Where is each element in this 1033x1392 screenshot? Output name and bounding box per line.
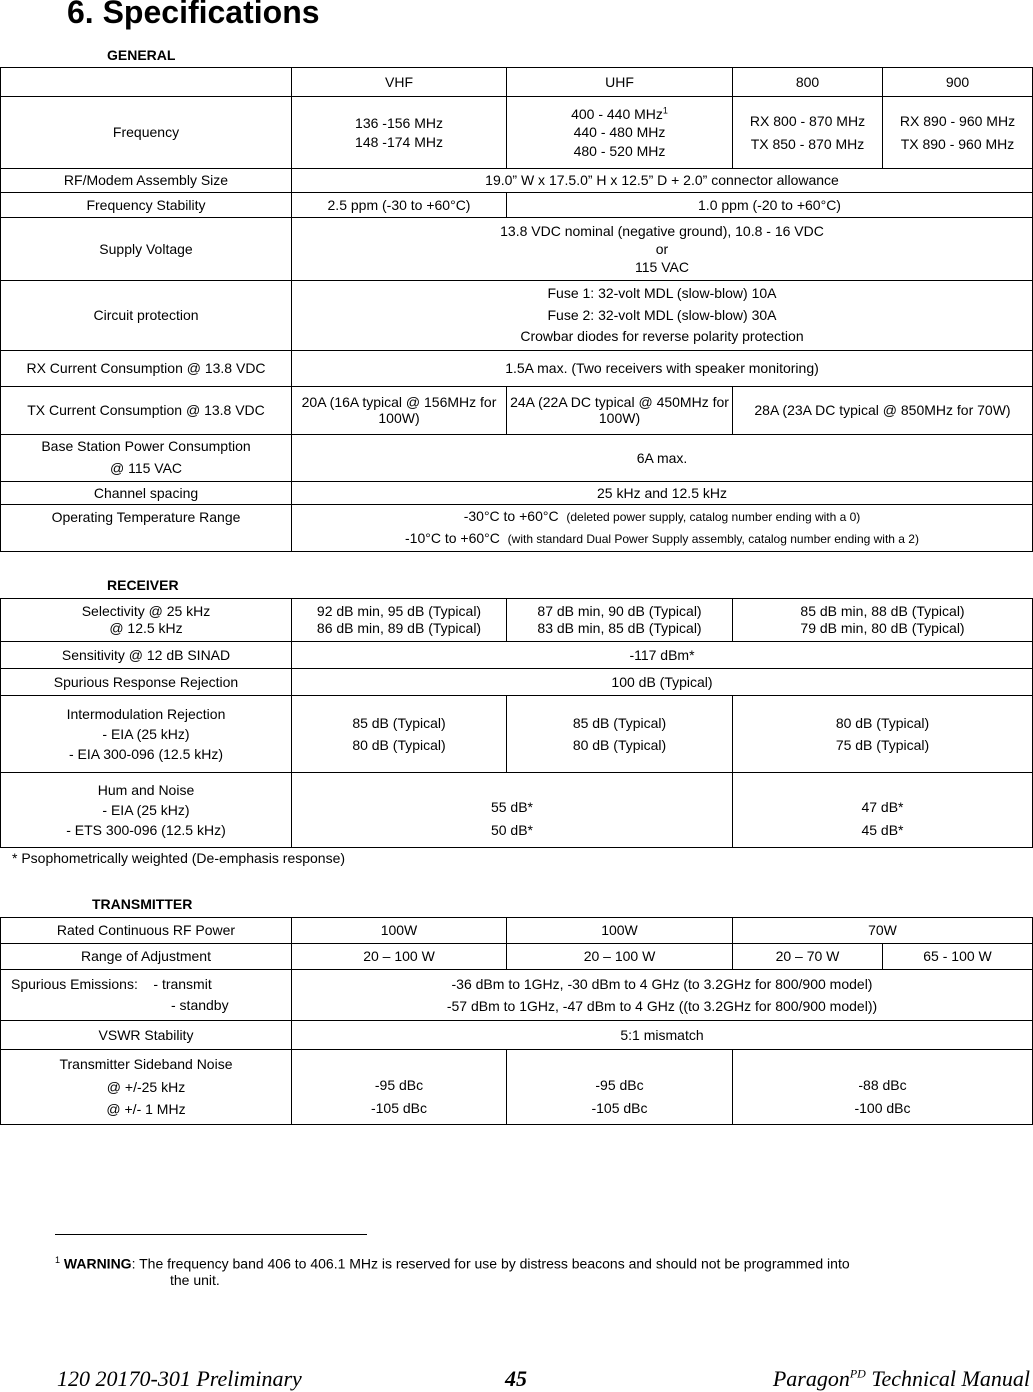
row-label: Sensitivity @ 12 dB SINAD xyxy=(1,642,292,669)
receiver-note: * Psophometrically weighted (De-emphasis response) xyxy=(12,850,346,866)
cell-line: Fuse 1: 32-volt MDL (slow-blow) 10A xyxy=(547,284,777,301)
page-number: 45 xyxy=(505,1366,527,1391)
table-cell xyxy=(292,696,507,773)
table-cell xyxy=(1,68,292,97)
receiver-heading: RECEIVER xyxy=(107,577,179,593)
row-label: VSWR Stability xyxy=(1,1021,292,1050)
footnote-warning: WARNING xyxy=(63,1255,132,1272)
row-label: RX Current Consumption @ 13.8 VDC xyxy=(1,351,292,387)
table-cell: 1.5A max. (Two receivers with speaker monitoring) xyxy=(292,351,1033,387)
row-label xyxy=(1,970,292,1021)
row-label: Range of Adjustment xyxy=(1,944,292,970)
table-row xyxy=(1,1021,1033,1050)
row-label: Frequency Stability xyxy=(1,193,292,218)
cell-line: RX 890 - 960 MHz xyxy=(899,112,1016,129)
cell-line: @ 12.5 kHz xyxy=(109,620,183,636)
page-title: 6. Specifications xyxy=(67,0,320,30)
cell-line: RX 800 - 870 MHz xyxy=(749,112,866,129)
table-cell xyxy=(292,97,507,169)
table-cell xyxy=(292,599,507,642)
cell-line: 115 VAC xyxy=(635,259,689,276)
cell-line: -30°C to +60°C (deleted power supply, catalog number ending with a 0) xyxy=(463,508,861,525)
cell-line: @ +/-25 kHz xyxy=(106,1078,186,1095)
cell-line: -95 dBc xyxy=(595,1077,644,1094)
cell-line: 92 dB min, 95 dB (Typical) xyxy=(316,603,482,620)
cell-line: Intermodulation Rejection xyxy=(66,705,226,722)
cell-line: 80 dB (Typical) xyxy=(572,737,667,753)
cell-line: Crowbar diodes for reverse polarity protection xyxy=(520,328,804,345)
table-cell xyxy=(507,97,733,169)
table-cell xyxy=(733,773,1033,848)
column-header-vhf: VHF xyxy=(292,68,507,97)
cell-line: 45 dB* xyxy=(861,821,904,838)
table-cell xyxy=(733,1050,1033,1125)
column-header-800: 800 xyxy=(733,68,883,97)
table-row xyxy=(1,944,1033,970)
table-cell xyxy=(292,1050,507,1125)
cell-line: 400 - 440 MHz$^1$ xyxy=(571,105,668,123)
table-cell: 25 kHz and 12.5 kHz xyxy=(292,482,1033,505)
cell-line: Transmitter Sideband Noise xyxy=(59,1056,233,1073)
table-row xyxy=(1,97,1033,169)
cell-line: Selectivity @ 25 kHz xyxy=(81,603,211,620)
table-cell xyxy=(507,1050,733,1125)
cell-line: 79 dB min, 80 dB (Typical) xyxy=(800,620,965,636)
general-table xyxy=(0,67,1033,552)
cell-line: - ETS 300-096 (12.5 kHz) xyxy=(66,822,226,839)
cell-line: 85 dB min, 88 dB (Typical) xyxy=(800,603,965,620)
table-cell xyxy=(292,970,1033,1021)
footer-manual-title: Paragon$^{PD}$ Technical Manual xyxy=(772,1366,1030,1391)
table-row xyxy=(1,193,1033,218)
footnote-text-continued: the unit. xyxy=(170,1272,220,1289)
row-label: Operating Temperature Range xyxy=(1,505,292,552)
table-cell: 65 - 100 W xyxy=(883,944,1033,970)
table-cell: 6A max. xyxy=(292,435,1033,482)
table-row xyxy=(1,68,1033,97)
row-label xyxy=(1,773,292,848)
cell-line: -36 dBm to 1GHz, -30 dBm to 4 GHz (to 3.2GHz for 800/900 model) xyxy=(451,975,873,992)
cell-line: 83 dB min, 85 dB (Typical) xyxy=(537,620,702,636)
footnote-ref: 1 xyxy=(662,105,668,116)
row-label xyxy=(1,435,292,482)
table-cell: 19.0” W x 17.5.0” H x 12.5” D + 2.0” connector allowance xyxy=(292,169,1033,193)
table-cell xyxy=(292,505,1033,552)
column-header-900: 900 xyxy=(883,68,1033,97)
table-row xyxy=(1,435,1033,482)
table-row xyxy=(1,599,1033,642)
cell-line: 87 dB min, 90 dB (Typical) xyxy=(537,603,702,620)
table-row xyxy=(1,918,1033,944)
table-cell xyxy=(292,218,1033,281)
cell-line: 80 dB (Typical) xyxy=(835,714,930,731)
cell-line: -57 dBm to 1GHz, -47 dBm to 4 GHz ((to 3.2GHz for 800/900 model)) xyxy=(446,998,878,1014)
table-row xyxy=(1,1050,1033,1125)
footnote-divider xyxy=(55,1234,367,1235)
table-row xyxy=(1,505,1033,552)
table-cell: 28A (23A DC typical @ 850MHz for 70W) xyxy=(733,387,1033,435)
row-label: Rated Continuous RF Power xyxy=(1,918,292,944)
cell-line: - standby xyxy=(171,997,229,1013)
cell-line: -105 dBc xyxy=(591,1099,648,1116)
footnote-mark: 1 xyxy=(55,1255,61,1265)
table-row xyxy=(1,970,1033,1021)
table-cell: 100W xyxy=(507,918,733,944)
table-row xyxy=(1,696,1033,773)
table-cell: 20A (16A typical @ 156MHz for 100W) xyxy=(292,387,507,435)
cell-line: 13.8 VDC nominal (negative ground), 10.8 - 16 VDC xyxy=(500,222,824,239)
footer-doc-number: 120 20170-301 Preliminary xyxy=(57,1366,302,1391)
cell-line: @ 115 VAC xyxy=(109,460,183,476)
cell-line: 480 - 520 MHz xyxy=(573,142,666,159)
cell-line: - EIA (25 kHz) xyxy=(102,725,190,742)
cell-line: 50 dB* xyxy=(490,821,534,838)
row-label: Supply Voltage xyxy=(1,218,292,281)
table-row xyxy=(1,387,1033,435)
cell-line: -100 dBc xyxy=(854,1099,911,1116)
table-row xyxy=(1,281,1033,351)
cell-line: Base Station Power Consumption xyxy=(41,438,251,455)
cell-line: - EIA 300-096 (12.5 kHz) xyxy=(68,746,224,763)
table-cell xyxy=(292,281,1033,351)
table-row xyxy=(1,642,1033,669)
cell-line: -88 dBc xyxy=(858,1077,907,1094)
table-cell: -117 dBm* xyxy=(292,642,1033,669)
table-cell: 20 – 100 W xyxy=(292,944,507,970)
table-cell: 20 – 70 W xyxy=(733,944,883,970)
cell-line: 440 - 480 MHz xyxy=(573,124,666,141)
transmitter-heading: TRANSMITTER xyxy=(92,896,193,912)
cell-line: TX 850 - 870 MHz xyxy=(750,136,865,152)
table-cell: 1.0 ppm (-20 to +60°C) xyxy=(507,193,1033,218)
table-cell: 100 dB (Typical) xyxy=(292,669,1033,696)
row-label xyxy=(1,1050,292,1125)
cell-line: Spurious Emissions: - transmit xyxy=(11,976,212,992)
row-label: Spurious Response Rejection xyxy=(1,669,292,696)
table-cell: 24A (22A DC typical @ 450MHz for 100W) xyxy=(507,387,733,435)
cell-line: 86 dB min, 89 dB (Typical) xyxy=(316,620,482,636)
cell-line: 55 dB* xyxy=(490,799,534,816)
cell-line: 85 dB (Typical) xyxy=(572,714,667,731)
table-row xyxy=(1,218,1033,281)
table-row xyxy=(1,773,1033,848)
cell-line: or xyxy=(655,240,669,257)
cell-line: -105 dBc xyxy=(370,1099,428,1116)
column-header-uhf: UHF xyxy=(507,68,733,97)
footnote xyxy=(55,1255,995,1289)
general-heading: GENERAL xyxy=(107,47,176,63)
table-cell: 100W xyxy=(292,918,507,944)
table-cell: 70W xyxy=(733,918,1033,944)
cell-line: TX 890 - 960 MHz xyxy=(900,136,1015,152)
table-cell: 5:1 mismatch xyxy=(292,1021,1033,1050)
table-cell xyxy=(507,696,733,773)
table-cell xyxy=(733,696,1033,773)
row-label xyxy=(1,696,292,773)
cell-line: - EIA (25 kHz) xyxy=(102,801,190,818)
table-cell: 2.5 ppm (-30 to +60°C) xyxy=(292,193,507,218)
table-row xyxy=(1,351,1033,387)
table-row xyxy=(1,482,1033,505)
cell-line: -95 dBc xyxy=(374,1077,424,1094)
footnote-text: : The frequency band 406 to 406.1 MHz is reserved for use by distress beacons and should not be programmed into xyxy=(131,1255,850,1272)
cell-line: Hum and Noise xyxy=(97,781,195,798)
cell-line: Fuse 2: 32-volt MDL (slow-blow) 30A xyxy=(547,306,777,323)
cell-line: 148 -174 MHz xyxy=(355,133,443,150)
table-row xyxy=(1,669,1033,696)
table-cell xyxy=(507,599,733,642)
row-label: TX Current Consumption @ 13.8 VDC xyxy=(1,387,292,435)
table-cell xyxy=(292,773,733,848)
cell-line: 136 -156 MHz xyxy=(355,115,443,132)
receiver-table xyxy=(0,598,1033,848)
row-label: Circuit protection xyxy=(1,281,292,351)
row-label xyxy=(1,599,292,642)
table-cell xyxy=(733,97,883,169)
table-cell xyxy=(883,97,1033,169)
table-cell xyxy=(733,599,1033,642)
cell-line: 75 dB (Typical) xyxy=(835,737,930,753)
row-label: Frequency xyxy=(1,97,292,169)
cell-line: -10°C to +60°C (with standard Dual Power Supply assembly, catalog number ending with a 2) xyxy=(405,530,919,546)
cell-line: 47 dB* xyxy=(861,799,904,816)
table-cell: 20 – 100 W xyxy=(507,944,733,970)
row-label: Channel spacing xyxy=(1,482,292,505)
table-row xyxy=(1,169,1033,193)
cell-line: 80 dB (Typical) xyxy=(352,737,446,753)
row-label: RF/Modem Assembly Size xyxy=(1,169,292,193)
cell-line: @ +/- 1 MHz xyxy=(106,1101,186,1118)
cell-line: 85 dB (Typical) xyxy=(352,714,446,731)
transmitter-table xyxy=(0,917,1033,1125)
